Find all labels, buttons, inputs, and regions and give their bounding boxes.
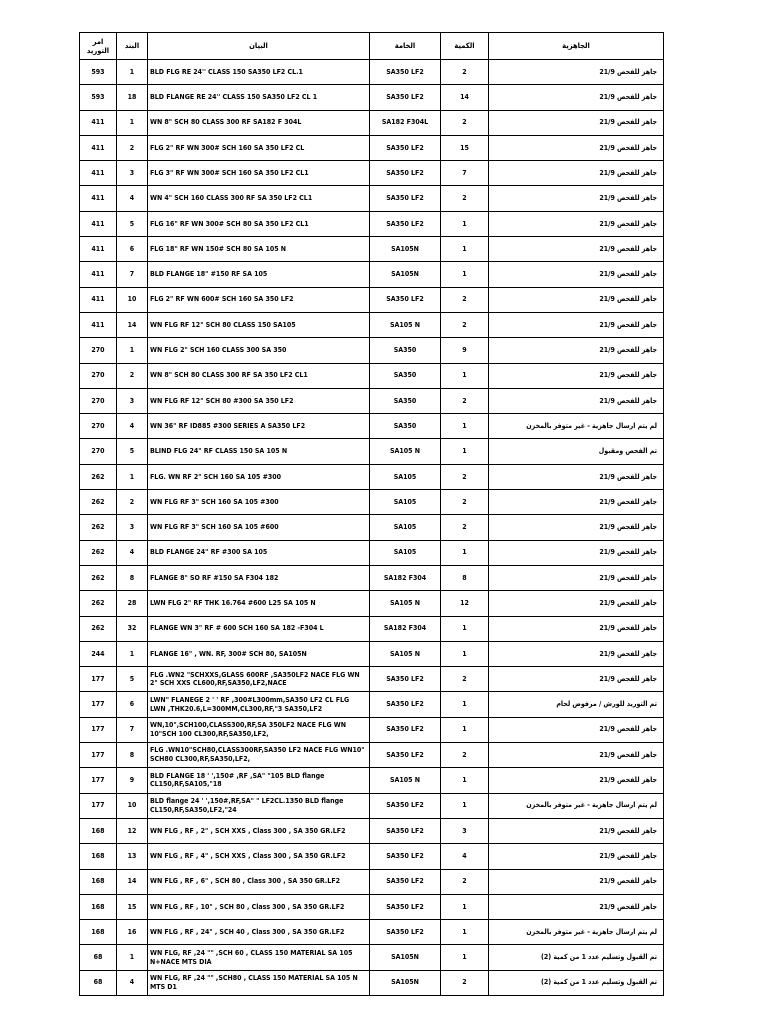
- cell-material: SA350 LF2: [370, 161, 441, 186]
- cell-material: SA182 F304: [370, 565, 441, 590]
- cell-order: 411: [80, 186, 117, 211]
- cell-description: BLD flange 24 ' ',150#,RF,SA" " LF2CL.1350 BLD flange CL150,RF,SA350,LF2,"24: [148, 793, 370, 818]
- cell-description: WN 8" SCH 80 CLASS 300 RF SA 350 LF2 CL1: [148, 363, 370, 388]
- cell-description: WN FLG RF 3" SCH 160 SA 105 #300: [148, 490, 370, 515]
- cell-material: SA350: [370, 338, 441, 363]
- cell-readiness: جاهز للفحص 21/9: [489, 818, 664, 843]
- cell-description: WN FLG , RF , 10" , SCH 80 , Class 300 , SA 350 GR.LF2: [148, 894, 370, 919]
- cell-item: 2: [117, 490, 148, 515]
- cell-item: 9: [117, 768, 148, 793]
- cell-quantity: 1: [441, 793, 489, 818]
- cell-item: 4: [117, 414, 148, 439]
- cell-item: 14: [117, 312, 148, 337]
- cell-readiness: تم التوريد للورش / مرفوض لحام: [489, 692, 664, 717]
- cell-quantity: 1: [441, 768, 489, 793]
- cell-material: SA350 LF2: [370, 869, 441, 894]
- cell-description: FLG 2" RF WN 300# SCH 160 SA 350 LF2 CL: [148, 135, 370, 160]
- cell-quantity: 2: [441, 970, 489, 995]
- cell-quantity: 2: [441, 312, 489, 337]
- cell-material: SA105 N: [370, 641, 441, 666]
- cell-item: 7: [117, 717, 148, 742]
- cell-description: WN FLG RF 3" SCH 160 SA 105 #600: [148, 515, 370, 540]
- cell-material: SA105N: [370, 237, 441, 262]
- cell-description: FLG 3" RF WN 300# SCH 160 SA 350 LF2 CL1: [148, 161, 370, 186]
- cell-material: SA350 LF2: [370, 844, 441, 869]
- cell-description: LWN FLG 2" RF THK 16.764 #600 L25 SA 105 N: [148, 591, 370, 616]
- cell-order: 177: [80, 717, 117, 742]
- cell-readiness: جاهز للفحص 21/9: [489, 515, 664, 540]
- cell-quantity: 2: [441, 186, 489, 211]
- cell-material: SA350: [370, 414, 441, 439]
- cell-item: 4: [117, 970, 148, 995]
- cell-quantity: 1: [441, 262, 489, 287]
- cell-description: WN FLG, RF ,24 "" ,SCH80 , CLASS 150 MATERIAL SA 105 N MTS D1: [148, 970, 370, 995]
- cell-readiness: جاهز للفحص 21/9: [489, 490, 664, 515]
- cell-description: FLG .WN10"SCH80,CLASS300RF,SA350 LF2 NACE FLG WN10" SCH80 CL300,RF,SA350,LF2,: [148, 743, 370, 768]
- header-order: امر التوريد: [80, 33, 117, 60]
- header-readiness: الجاهزية: [489, 33, 664, 60]
- cell-order: 270: [80, 338, 117, 363]
- cell-description: BLD FLG RE 24'' CLASS 150 SA350 LF2 CL.1: [148, 60, 370, 85]
- cell-quantity: 1: [441, 439, 489, 464]
- cell-item: 5: [117, 439, 148, 464]
- table-row: [80, 85, 664, 110]
- cell-readiness: جاهز للفحص 21/9: [489, 262, 664, 287]
- table-row: [80, 793, 664, 818]
- cell-readiness: جاهز للفحص 21/9: [489, 717, 664, 742]
- cell-item: 5: [117, 667, 148, 692]
- cell-material: SA350 LF2: [370, 186, 441, 211]
- cell-quantity: 1: [441, 920, 489, 945]
- table-row: [80, 616, 664, 641]
- cell-description: BLD FLANGE 18" #150 RF SA 105: [148, 262, 370, 287]
- cell-description: FLG 16" RF WN 300# SCH 80 SA 350 LF2 CL1: [148, 211, 370, 236]
- cell-material: SA182 F304: [370, 616, 441, 641]
- cell-quantity: 2: [441, 743, 489, 768]
- cell-order: 262: [80, 616, 117, 641]
- cell-quantity: 2: [441, 490, 489, 515]
- cell-item: 3: [117, 515, 148, 540]
- cell-item: 13: [117, 844, 148, 869]
- cell-item: 18: [117, 85, 148, 110]
- table-row: [80, 135, 664, 160]
- table-row: [80, 338, 664, 363]
- cell-quantity: 1: [441, 211, 489, 236]
- readiness-table: [79, 32, 664, 996]
- cell-description: LWN" FLANEGE 2 ' ' RF ,300#L300mm,SA350 LF2 CL FLG LWN ,THK20.6,L=300MM,CL300,RF,"3 SA350,LF2: [148, 692, 370, 717]
- cell-order: 411: [80, 135, 117, 160]
- cell-readiness: جاهز للفحص 21/9: [489, 60, 664, 85]
- cell-material: SA350 LF2: [370, 793, 441, 818]
- table-row: [80, 490, 664, 515]
- cell-order: 270: [80, 363, 117, 388]
- cell-order: 177: [80, 692, 117, 717]
- cell-description: WN 36" RF ID885 #300 SERIES A SA350 LF2: [148, 414, 370, 439]
- cell-readiness: جاهز للفحص 21/9: [489, 844, 664, 869]
- cell-material: SA105N: [370, 945, 441, 970]
- table-row: [80, 692, 664, 717]
- cell-item: 10: [117, 287, 148, 312]
- cell-order: 168: [80, 844, 117, 869]
- cell-item: 1: [117, 110, 148, 135]
- cell-order: 262: [80, 490, 117, 515]
- table-row: [80, 945, 664, 970]
- cell-item: 3: [117, 388, 148, 413]
- cell-readiness: جاهز للفحص 21/9: [489, 667, 664, 692]
- table-row: [80, 60, 664, 85]
- cell-order: 270: [80, 388, 117, 413]
- cell-material: SA105 N: [370, 768, 441, 793]
- cell-order: 411: [80, 312, 117, 337]
- cell-item: 2: [117, 135, 148, 160]
- cell-material: SA105: [370, 515, 441, 540]
- cell-material: SA350 LF2: [370, 717, 441, 742]
- cell-material: SA350: [370, 388, 441, 413]
- cell-item: 16: [117, 920, 148, 945]
- cell-order: 262: [80, 565, 117, 590]
- cell-quantity: 8: [441, 565, 489, 590]
- cell-description: BLD FLANGE 18 ' ',150# ,RF ,SA" "105 BLD flange CL150,RF,SA105,"18: [148, 768, 370, 793]
- cell-item: 2: [117, 363, 148, 388]
- cell-readiness: تم القبول وتسليم عدد 1 من كمية (2): [489, 970, 664, 995]
- table-row: [80, 161, 664, 186]
- cell-quantity: 15: [441, 135, 489, 160]
- table-row: [80, 110, 664, 135]
- cell-material: SA350 LF2: [370, 894, 441, 919]
- table-row: [80, 591, 664, 616]
- cell-description: BLIND FLG 24" RF CLASS 150 SA 105 N: [148, 439, 370, 464]
- cell-material: SA105N: [370, 970, 441, 995]
- cell-order: 168: [80, 818, 117, 843]
- table-row: [80, 186, 664, 211]
- cell-item: 10: [117, 793, 148, 818]
- cell-material: SA350 LF2: [370, 211, 441, 236]
- cell-description: FLG 18" RF WN 150# SCH 80 SA 105 N: [148, 237, 370, 262]
- table-row: [80, 312, 664, 337]
- cell-material: SA350 LF2: [370, 85, 441, 110]
- cell-readiness: جاهز للفحص 21/9: [489, 768, 664, 793]
- cell-quantity: 3: [441, 818, 489, 843]
- cell-description: WN FLG RF 12" SCH 80 #300 SA 350 LF2: [148, 388, 370, 413]
- cell-order: 411: [80, 211, 117, 236]
- cell-order: 177: [80, 667, 117, 692]
- cell-description: WN 8" SCH 80 CLASS 300 RF SA182 F 304L: [148, 110, 370, 135]
- table-row: [80, 211, 664, 236]
- cell-readiness: جاهز للفحص 21/9: [489, 464, 664, 489]
- cell-item: 1: [117, 60, 148, 85]
- cell-quantity: 1: [441, 945, 489, 970]
- cell-order: 593: [80, 85, 117, 110]
- cell-readiness: جاهز للفحص 21/9: [489, 161, 664, 186]
- header-material: الخامة: [370, 33, 441, 60]
- header-description: البيان: [148, 33, 370, 60]
- cell-material: SA350 LF2: [370, 60, 441, 85]
- cell-item: 12: [117, 818, 148, 843]
- cell-material: SA105 N: [370, 439, 441, 464]
- cell-item: 3: [117, 161, 148, 186]
- cell-description: WN,10",SCH100,CLASS300,RF,SA 350LF2 NACE FLG WN 10"SCH 100 CL300,RF,SA350,LF2,: [148, 717, 370, 742]
- table-row: [80, 844, 664, 869]
- cell-order: 244: [80, 641, 117, 666]
- cell-quantity: 9: [441, 338, 489, 363]
- cell-readiness: تم القبول وتسليم عدد 1 من كمية (2): [489, 945, 664, 970]
- table-row: [80, 667, 664, 692]
- cell-order: 262: [80, 515, 117, 540]
- cell-order: 168: [80, 894, 117, 919]
- cell-order: 168: [80, 869, 117, 894]
- table-row: [80, 540, 664, 565]
- cell-order: 411: [80, 237, 117, 262]
- cell-order: 270: [80, 414, 117, 439]
- cell-order: 262: [80, 464, 117, 489]
- table-row: [80, 515, 664, 540]
- table-row: [80, 439, 664, 464]
- cell-readiness: لم يتم ارسال جاهزية - غير متوفر بالمخزن: [489, 920, 664, 945]
- cell-quantity: 2: [441, 388, 489, 413]
- cell-readiness: جاهز للفحص 21/9: [489, 591, 664, 616]
- header-item: البند: [117, 33, 148, 60]
- cell-description: WN FLG RF 12" SCH 80 CLASS 150 SA105: [148, 312, 370, 337]
- cell-order: 177: [80, 793, 117, 818]
- cell-readiness: جاهز للفحص 21/9: [489, 388, 664, 413]
- cell-quantity: 2: [441, 464, 489, 489]
- cell-item: 7: [117, 262, 148, 287]
- cell-description: WN FLG, RF ,24 "" ,SCH 60 , CLASS 150 MATERIAL SA 105 N+NACE MTS DIA: [148, 945, 370, 970]
- cell-item: 4: [117, 186, 148, 211]
- cell-readiness: جاهز للفحص 21/9: [489, 338, 664, 363]
- cell-description: FLG. WN RF 2" SCH 160 SA 105 #300: [148, 464, 370, 489]
- cell-quantity: 7: [441, 161, 489, 186]
- cell-material: SA350 LF2: [370, 818, 441, 843]
- cell-quantity: 1: [441, 894, 489, 919]
- cell-description: BLD FLANGE RE 24'' CLASS 150 SA350 LF2 CL 1: [148, 85, 370, 110]
- cell-item: 4: [117, 540, 148, 565]
- cell-quantity: 2: [441, 667, 489, 692]
- table-row: [80, 363, 664, 388]
- cell-description: FLG .WN2 "SCHXXS,GLASS 600RF ,SA350LF2 NACE FLG WN 2" SCH XXS CL600,RF,SA350,LF2,NACE: [148, 667, 370, 692]
- cell-item: 5: [117, 211, 148, 236]
- cell-quantity: 1: [441, 237, 489, 262]
- table-row: [80, 717, 664, 742]
- cell-item: 6: [117, 692, 148, 717]
- cell-item: 14: [117, 869, 148, 894]
- cell-quantity: 1: [441, 717, 489, 742]
- cell-readiness: جاهز للفحص 21/9: [489, 110, 664, 135]
- cell-description: WN FLG , RF , 24" , SCH 40 , Class 300 , SA 350 GR.LF2: [148, 920, 370, 945]
- cell-material: SA350 LF2: [370, 743, 441, 768]
- cell-readiness: جاهز للفحص 21/9: [489, 186, 664, 211]
- cell-description: WN FLG , RF , 4" , SCH XXS , Class 300 , SA 350 GR.LF2: [148, 844, 370, 869]
- cell-item: 1: [117, 641, 148, 666]
- table-row: [80, 920, 664, 945]
- table-row: [80, 894, 664, 919]
- cell-material: SA182 F304L: [370, 110, 441, 135]
- cell-order: 411: [80, 287, 117, 312]
- header-row: [80, 33, 664, 60]
- cell-material: SA350 LF2: [370, 920, 441, 945]
- cell-quantity: 14: [441, 85, 489, 110]
- cell-description: WN FLG , RF , 2" , SCH XXS , Class 300 , SA 350 GR.LF2: [148, 818, 370, 843]
- cell-quantity: 2: [441, 287, 489, 312]
- cell-readiness: لم يتم ارسال جاهزية - غير متوفر بالمخزن: [489, 414, 664, 439]
- cell-quantity: 1: [441, 641, 489, 666]
- cell-material: SA350 LF2: [370, 667, 441, 692]
- cell-quantity: 2: [441, 60, 489, 85]
- table-row: [80, 464, 664, 489]
- cell-readiness: جاهز للفحص 21/9: [489, 894, 664, 919]
- cell-readiness: جاهز للفحص 21/9: [489, 135, 664, 160]
- cell-quantity: 2: [441, 515, 489, 540]
- cell-item: 1: [117, 338, 148, 363]
- cell-readiness: جاهز للفحص 21/9: [489, 869, 664, 894]
- cell-description: WN FLG 2" SCH 160 CLASS 300 SA 350: [148, 338, 370, 363]
- cell-material: SA105 N: [370, 312, 441, 337]
- cell-description: FLANGE 16" , WN. RF, 300# SCH 80, SA105N: [148, 641, 370, 666]
- cell-readiness: جاهز للفحص 21/9: [489, 211, 664, 236]
- cell-item: 8: [117, 743, 148, 768]
- cell-quantity: 2: [441, 869, 489, 894]
- cell-description: FLANGE WN 3" RF # 600 SCH 160 SA 182 -F304 L: [148, 616, 370, 641]
- cell-readiness: جاهز للفحص 21/9: [489, 85, 664, 110]
- cell-description: BLD FLANGE 24" RF #300 SA 105: [148, 540, 370, 565]
- cell-item: 1: [117, 945, 148, 970]
- cell-material: SA105: [370, 490, 441, 515]
- table-row: [80, 869, 664, 894]
- cell-item: 15: [117, 894, 148, 919]
- cell-material: SA105 N: [370, 591, 441, 616]
- table-row: [80, 388, 664, 413]
- table-row: [80, 768, 664, 793]
- cell-readiness: لم يتم ارسال جاهزية - غير متوفر بالمخزن: [489, 793, 664, 818]
- table-row: [80, 262, 664, 287]
- table-row: [80, 287, 664, 312]
- cell-item: 28: [117, 591, 148, 616]
- cell-order: 411: [80, 262, 117, 287]
- cell-order: 177: [80, 768, 117, 793]
- cell-readiness: جاهز للفحص 21/9: [489, 287, 664, 312]
- cell-readiness: جاهز للفحص 21/9: [489, 363, 664, 388]
- cell-item: 32: [117, 616, 148, 641]
- cell-readiness: تم الفحص ومقبول: [489, 439, 664, 464]
- cell-readiness: جاهز للفحص 21/9: [489, 616, 664, 641]
- cell-quantity: 1: [441, 414, 489, 439]
- table-row: [80, 237, 664, 262]
- cell-readiness: جاهز للفحص 21/9: [489, 540, 664, 565]
- cell-order: 262: [80, 540, 117, 565]
- cell-order: 68: [80, 945, 117, 970]
- cell-quantity: 1: [441, 540, 489, 565]
- cell-material: SA350 LF2: [370, 287, 441, 312]
- cell-quantity: 1: [441, 692, 489, 717]
- cell-order: 411: [80, 161, 117, 186]
- cell-description: FLANGE 8" SO RF #150 SA F304 182: [148, 565, 370, 590]
- cell-order: 177: [80, 743, 117, 768]
- table-row: [80, 414, 664, 439]
- cell-material: SA105N: [370, 262, 441, 287]
- cell-order: 168: [80, 920, 117, 945]
- header-quantity: الكمية: [441, 33, 489, 60]
- table-row: [80, 565, 664, 590]
- cell-item: 1: [117, 464, 148, 489]
- cell-order: 68: [80, 970, 117, 995]
- cell-quantity: 4: [441, 844, 489, 869]
- cell-order: 411: [80, 110, 117, 135]
- cell-description: WN 4" SCH 160 CLASS 300 RF SA 350 LF2 CL1: [148, 186, 370, 211]
- table-row: [80, 818, 664, 843]
- cell-quantity: 2: [441, 110, 489, 135]
- cell-readiness: جاهز للفحص 21/9: [489, 641, 664, 666]
- cell-quantity: 12: [441, 591, 489, 616]
- cell-description: FLG 2" RF WN 600# SCH 160 SA 350 LF2: [148, 287, 370, 312]
- cell-quantity: 1: [441, 616, 489, 641]
- cell-readiness: جاهز للفحص 21/9: [489, 312, 664, 337]
- cell-quantity: 1: [441, 363, 489, 388]
- cell-order: 262: [80, 591, 117, 616]
- cell-readiness: جاهز للفحص 21/9: [489, 743, 664, 768]
- cell-description: WN FLG , RF , 6" , SCH 80 , Class 300 , SA 350 GR.LF2: [148, 869, 370, 894]
- cell-material: SA350: [370, 363, 441, 388]
- cell-material: SA105: [370, 464, 441, 489]
- cell-item: 6: [117, 237, 148, 262]
- table-row: [80, 743, 664, 768]
- table-row: [80, 641, 664, 666]
- cell-order: 270: [80, 439, 117, 464]
- cell-readiness: جاهز للفحص 21/9: [489, 237, 664, 262]
- cell-material: SA350 LF2: [370, 135, 441, 160]
- cell-material: SA105: [370, 540, 441, 565]
- table-row: [80, 970, 664, 995]
- cell-material: SA350 LF2: [370, 692, 441, 717]
- cell-readiness: جاهز للفحص 21/9: [489, 565, 664, 590]
- cell-item: 8: [117, 565, 148, 590]
- cell-order: 593: [80, 60, 117, 85]
